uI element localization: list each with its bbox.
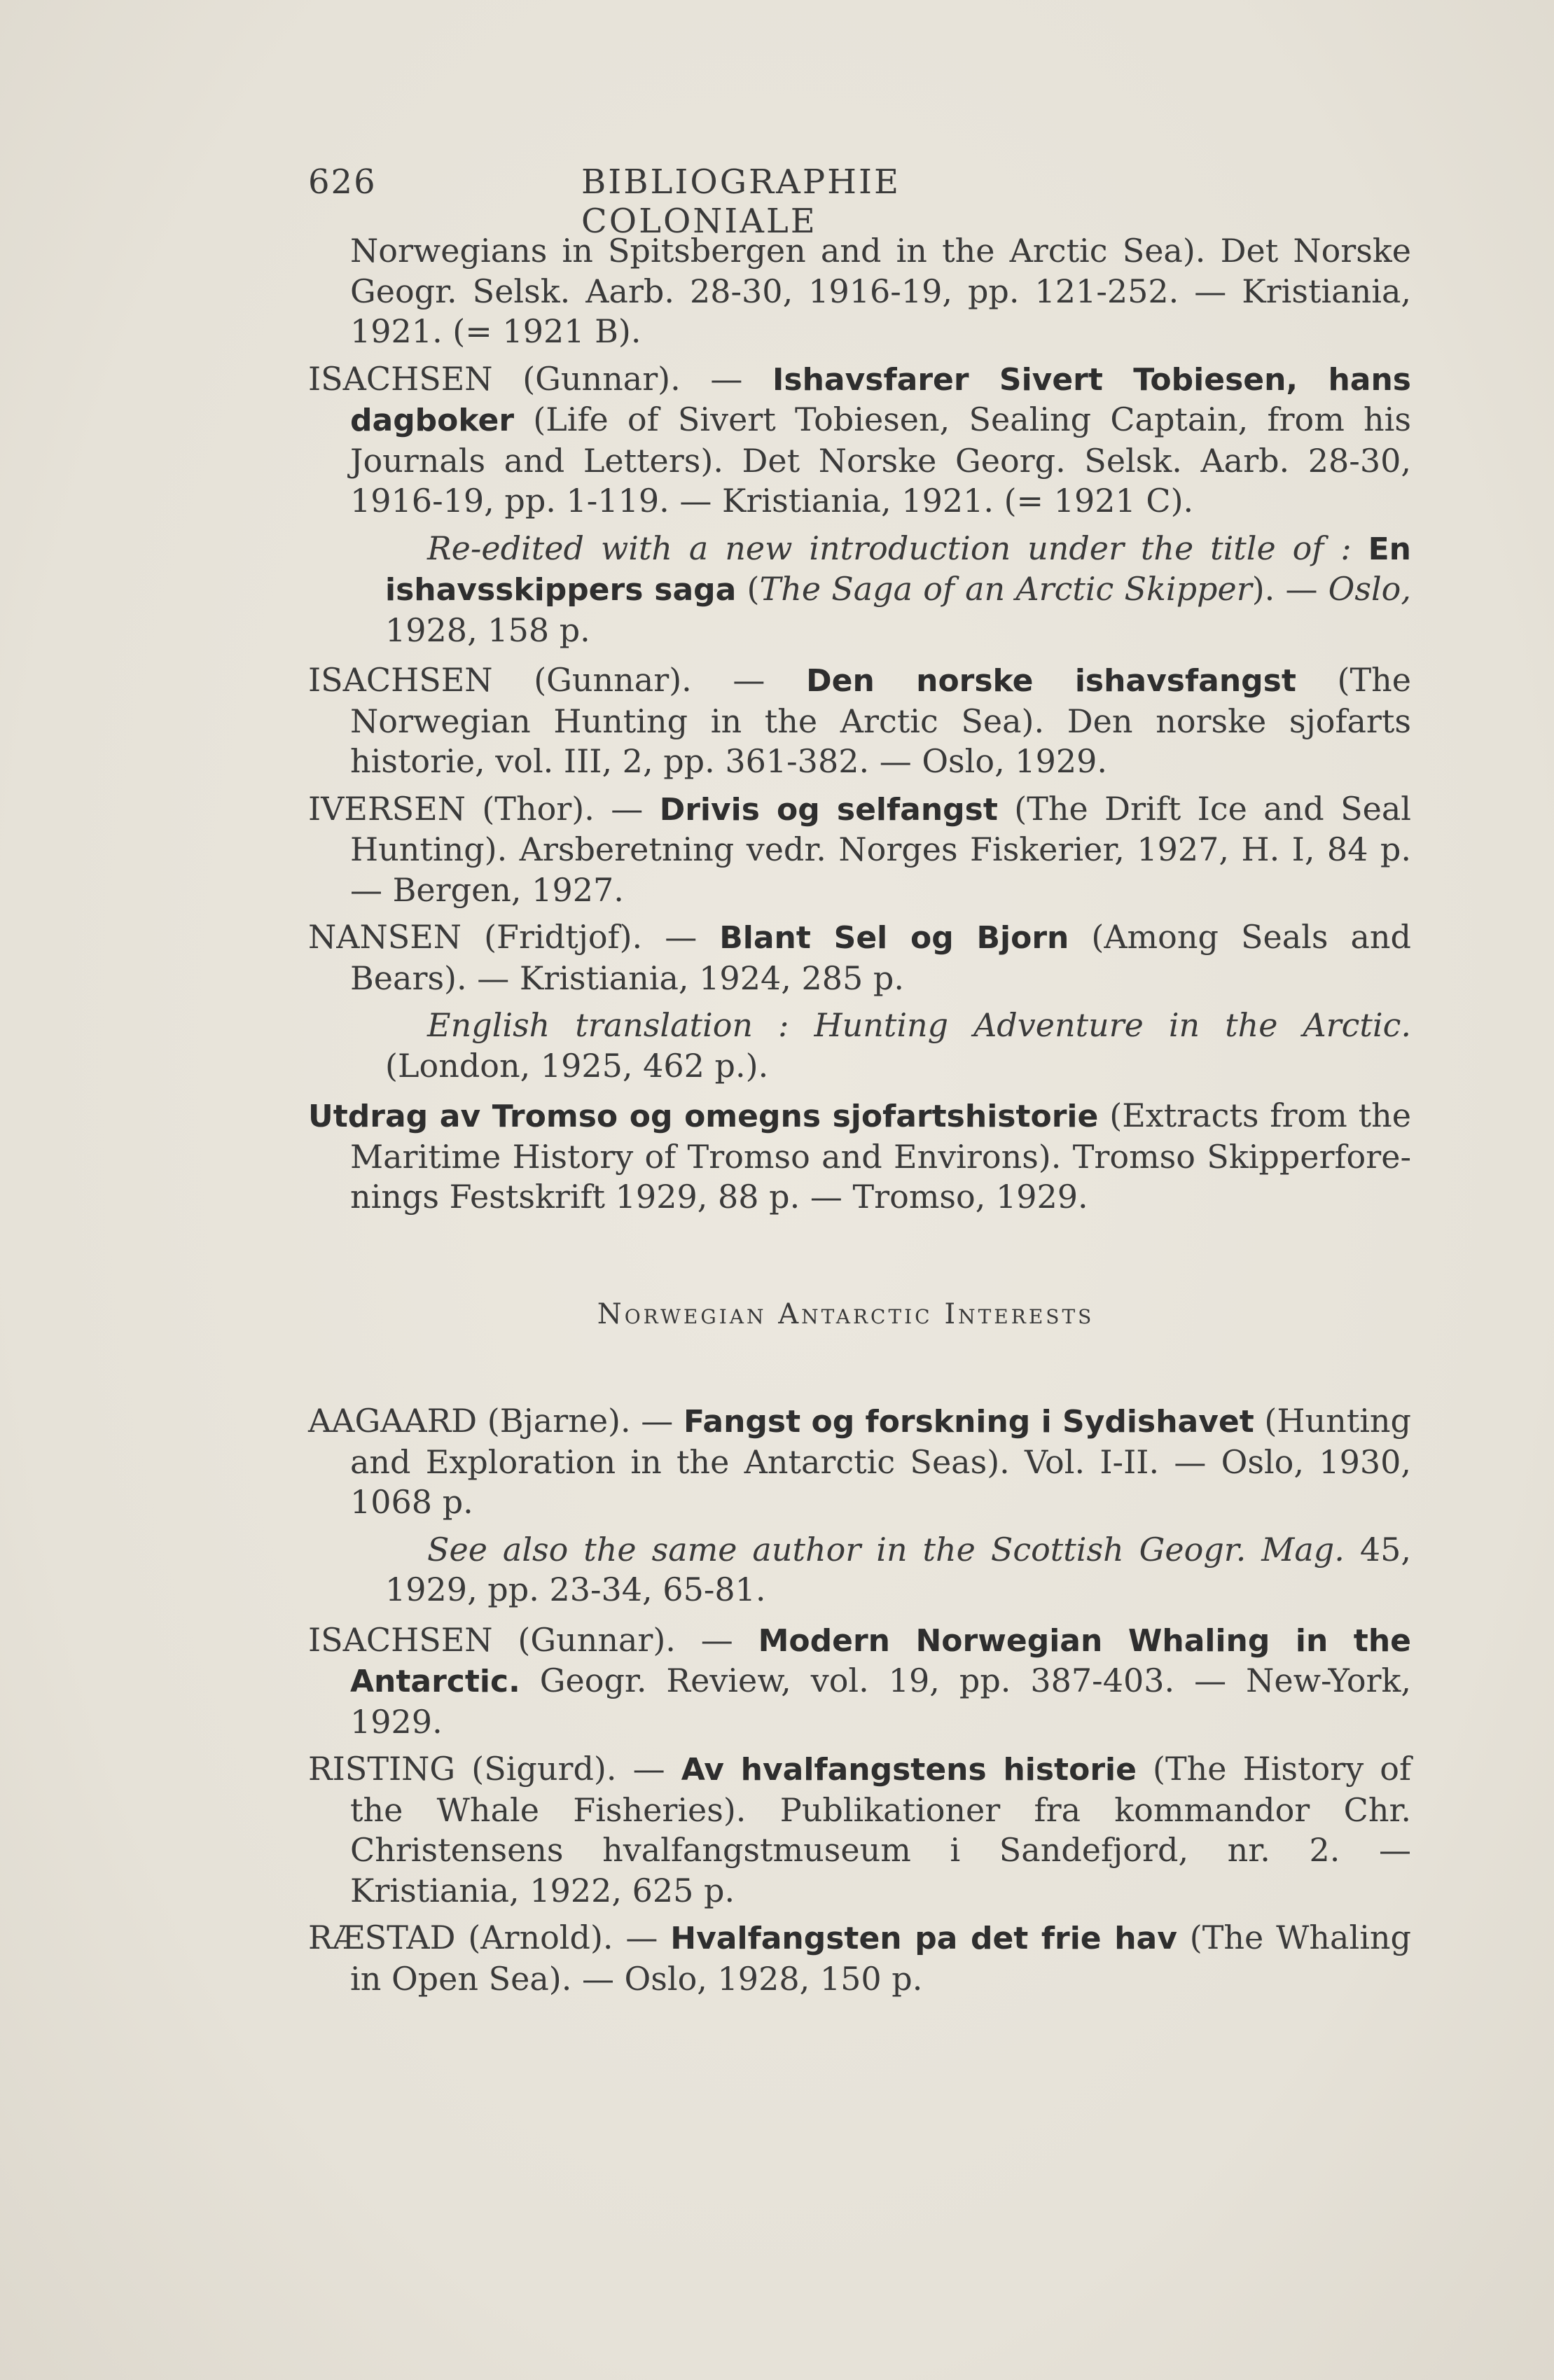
bib-note	[308, 1005, 1411, 1086]
entry-separator: —	[691, 661, 807, 699]
note-italic: Re-edited with a new introduction under the title of :	[427, 529, 1352, 567]
page-number: 626	[308, 162, 377, 202]
entry-separator: —	[616, 1750, 681, 1788]
section-heading: Norwegian Antarctic Interests	[597, 1297, 1095, 1330]
entry-author: ISACHSEN (Gunnar).	[308, 661, 692, 699]
note-italic: The Saga of an Arctic Skipper	[759, 570, 1252, 608]
entry-title: Den norske ishavsfangst	[806, 663, 1296, 699]
entry-details: (The Whaling in Open Sea). — Oslo, 1928, 150 p.	[350, 1919, 1411, 1998]
entry-details: (The History of the Whale Fisheries). Publikationer fra kommandor Chr. Christensens hvalfangstmuseum i Sandefjord, nr. 2. — Kristiania, 1922, 625 p.	[350, 1750, 1411, 1909]
entry-title: Modern Norwegian Whaling in the Antarctic.	[350, 1622, 1412, 1699]
entry-separator: —	[642, 918, 720, 956]
entry-title: Fangst og forskning i Sydishavet	[683, 1404, 1254, 1440]
running-header	[308, 162, 1149, 241]
entry-details: Geogr. Review, vol. 19, pp. 387-403. — New-York, 1929.	[350, 1662, 1411, 1741]
bib-note	[308, 1530, 1411, 1610]
entry-separator: —	[630, 1402, 684, 1440]
note-italic: Oslo,	[1328, 570, 1412, 608]
entry-author: IVERSEN (Thor).	[308, 789, 595, 828]
entry-details: (The Drift Ice and Seal Hunting). Arsberetning vedr. Norges Fiskerier, 1927, H. I, 84 p. — Bergen, 1927.	[350, 789, 1412, 909]
entry-author: RÆSTAD (Arnold).	[308, 1919, 613, 1956]
entry-separator: —	[594, 789, 660, 828]
note-text: (	[736, 570, 760, 608]
note-text: ). —	[1251, 570, 1328, 608]
entry-details: (Extracts from the Maritime History of Tromso and Environs). Tromso Skipperfore-nings Festskrift 1929, 88 p. — Tromso, 1929.	[350, 1097, 1411, 1216]
entry-title: Blant Sel og Bjorn	[719, 920, 1069, 956]
continued-entry: Norwegians in Spitsbergen and in the Arctic Sea). Det Norske Geogr. Selsk. Aarb. 28-30, 1916-19, pp. 121-252. — Kristiania, 1921. (= 1921 B).	[350, 232, 1411, 350]
bib-entry	[308, 1918, 1411, 1999]
entry-title: Drivis og selfangst	[659, 791, 998, 828]
entry-author: RISTING (Sigurd).	[308, 1750, 617, 1788]
bib-entry	[308, 1749, 1411, 1911]
note-italic: English translation : Hunting Adventure in the Arctic.	[427, 1006, 1411, 1044]
bib-entry	[308, 917, 1411, 998]
running-title: BIBLIOGRAPHIE COLONIALE	[581, 162, 901, 241]
bib-entry	[308, 1096, 1411, 1218]
entry-separator: —	[680, 359, 773, 398]
bib-entry	[308, 1401, 1411, 1523]
entry-title: Hvalfangsten pa det frie hav	[670, 1921, 1177, 1956]
entry-title: Utdrag av Tromso og omegns sjofartshistorie	[308, 1099, 1099, 1134]
note-bold-title: En ishavsskippers saga	[385, 531, 1411, 608]
note-text: 45, 1929, pp. 23-34, 65-81.	[385, 1530, 1411, 1608]
bib-entry	[308, 660, 1411, 782]
bib-note	[308, 529, 1411, 651]
entry-separator: —	[675, 1620, 758, 1659]
entry-author: AAGAARD (Bjarne).	[308, 1402, 631, 1440]
entry-details: (Hunting and Exploration in the Antarctic Seas). Vol. I-II. — Oslo, 1930, 1068 p.	[350, 1402, 1412, 1521]
entry-title: Av hvalfangstens historie	[681, 1752, 1137, 1788]
entry-author: ISACHSEN (Gunnar).	[308, 359, 681, 398]
note-italic: See also the same author in the Scottish Geogr. Mag.	[427, 1530, 1345, 1568]
entry-separator: —	[613, 1919, 671, 1956]
bib-entry	[308, 1620, 1411, 1743]
entry-details: (Among Seals and Bears). — Kristiania, 1924, 285 p.	[350, 918, 1411, 997]
entry-author: NANSEN (Fridtjof).	[308, 918, 643, 956]
bib-entry	[308, 359, 1411, 522]
bibliography-body	[308, 231, 1411, 2006]
bib-entry	[308, 789, 1411, 911]
entry-title: Ishavsfarer Sivert Tobiesen, hans dagboker	[350, 361, 1411, 438]
entry-details: (The Norwegian Hunting in the Arctic Sea). Den norske sjofarts historie, vol. III, 2, pp. 361-382. — Oslo, 1929.	[350, 661, 1412, 780]
note-text: 1928, 158 p.	[385, 611, 590, 649]
entry-author: ISACHSEN (Gunnar).	[308, 1620, 676, 1659]
entry-details: (Life of Sivert Tobiesen, Sealing Captain, from his Journals and Letters). Det Norske Georg. Selsk. Aarb. 28-30, 1916-19, pp. 1-119. — Kristiania, 1921. (= 1921 C).	[350, 401, 1411, 520]
note-text: (London, 1925, 462 p.).	[385, 1046, 769, 1085]
